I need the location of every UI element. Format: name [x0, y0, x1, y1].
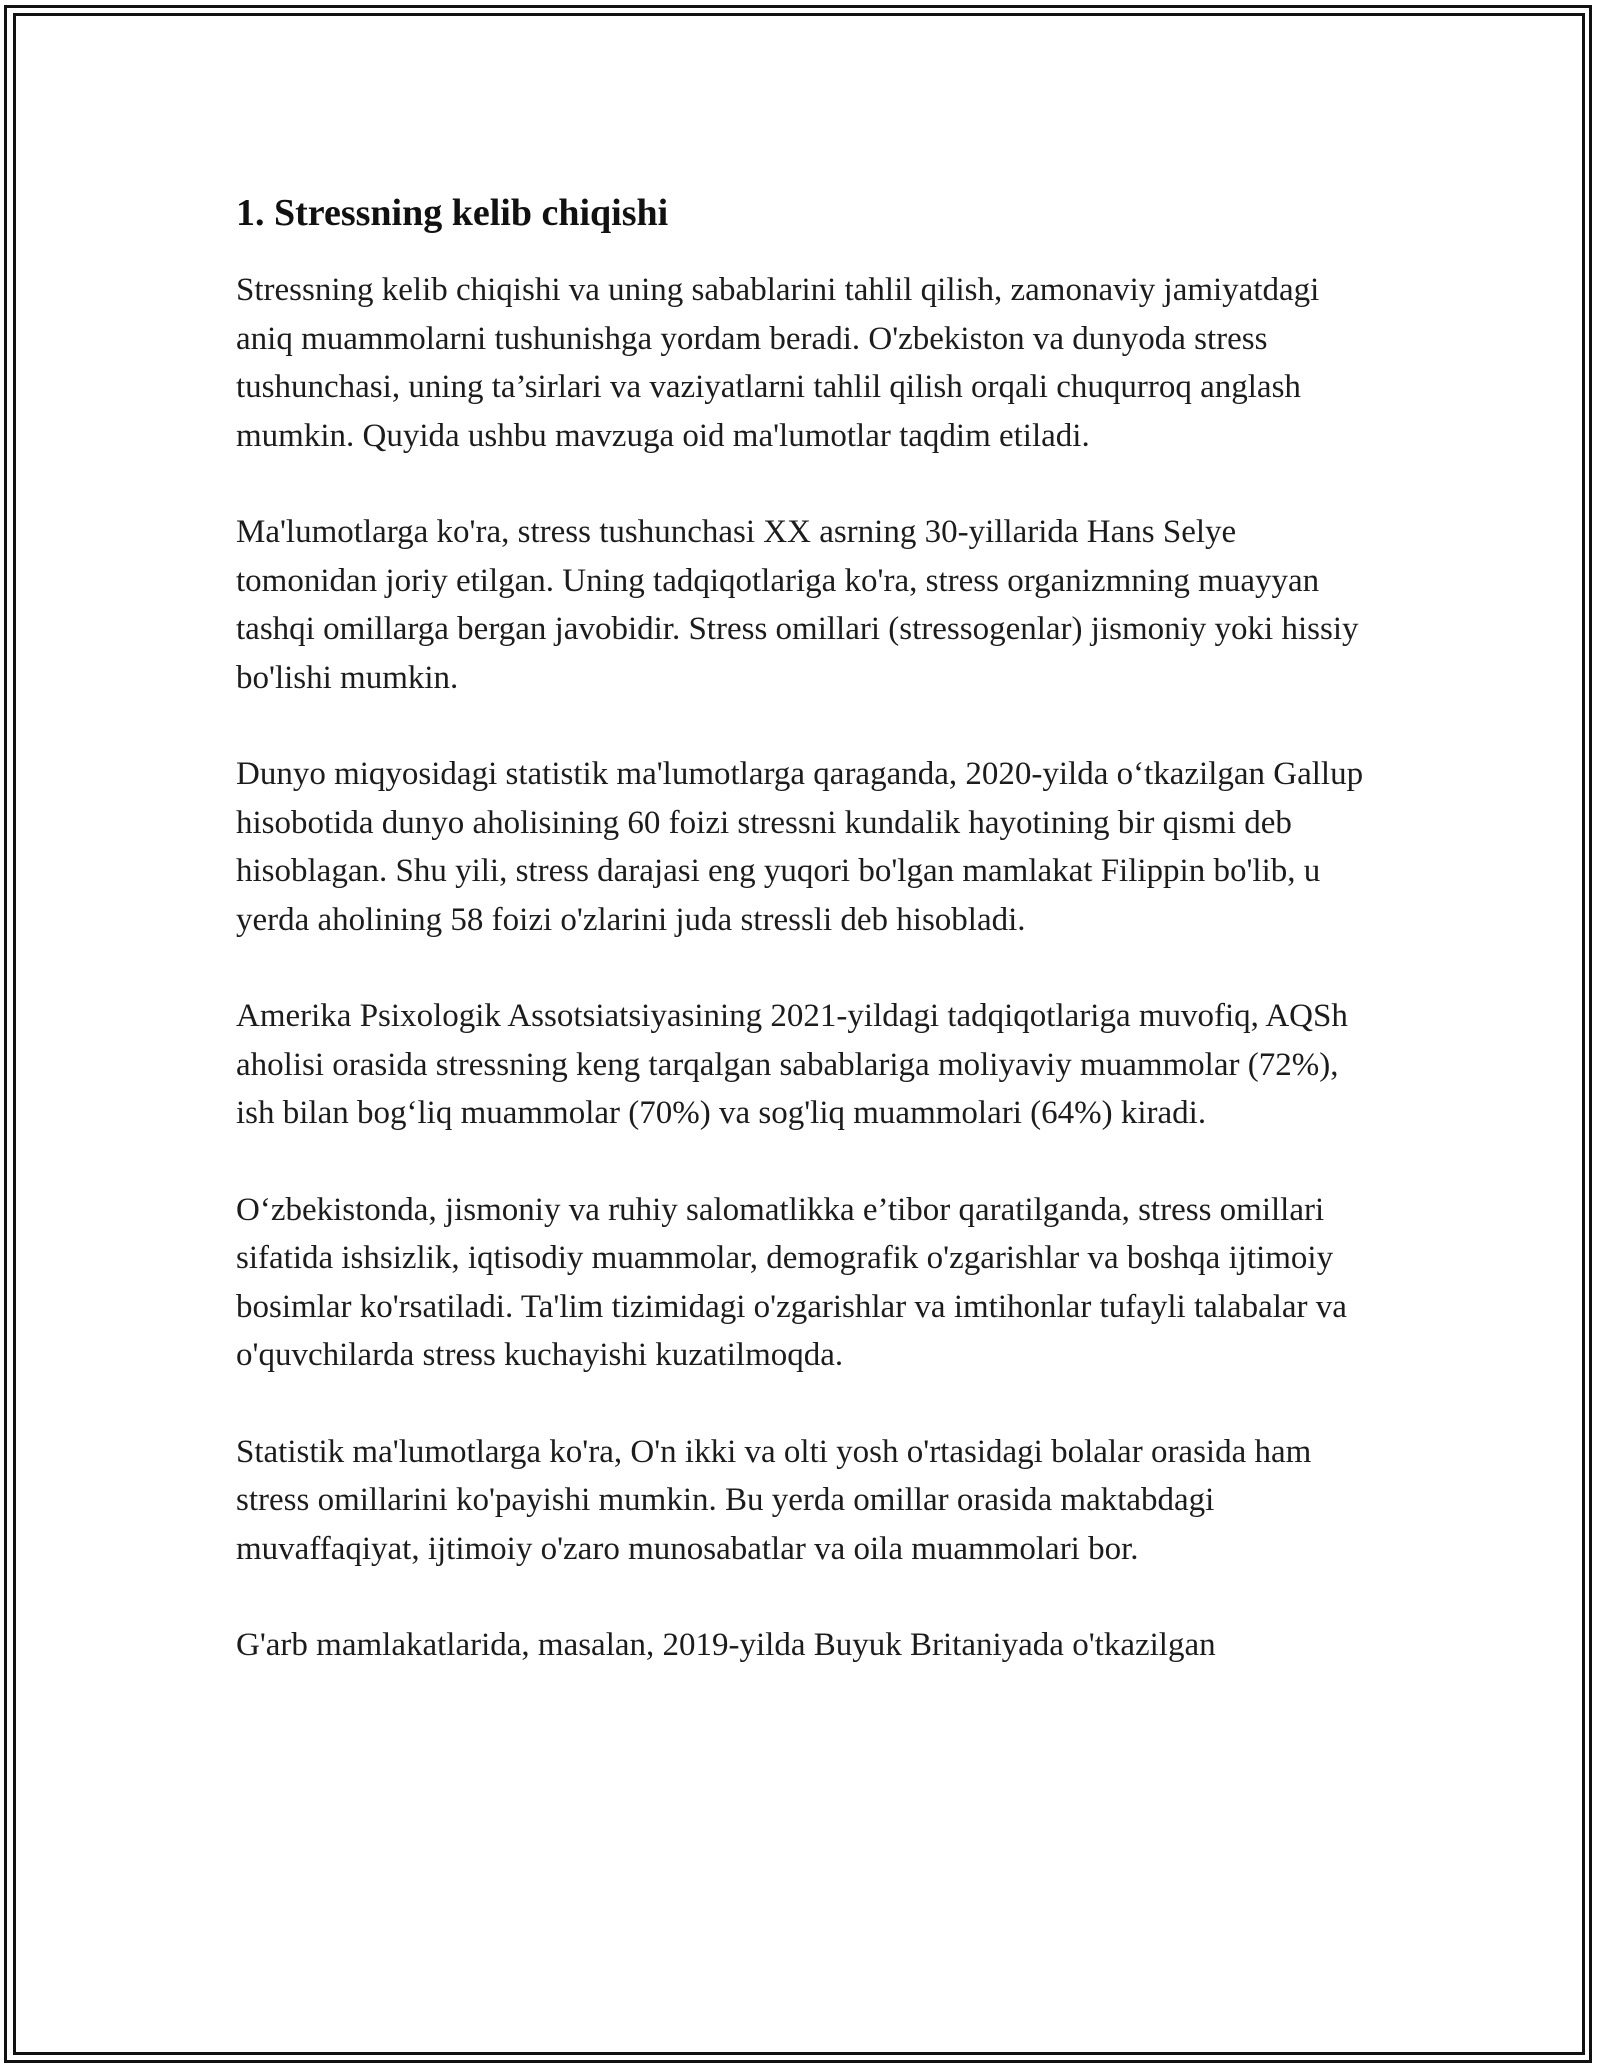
section-heading: 1. Stressning kelib chiqishi	[236, 192, 669, 234]
paragraph-western: G'arb mamlakatlarida, masalan, 2019-yilda Buyuk Britaniyada o'tkazilgan	[236, 1627, 1216, 1663]
paragraph-apa: Amerika Psixologik Assotsiatsiyasining 2021-yildagi tadqiqotlariga muvofiq, AQSh aholisi orasida stressning keng tarqalgan sabablariga moliyaviy muammolar (72%), ish bilan bog‘liq muammolar (70%) va sog'liq muammolari (64%) kiradi.	[236, 998, 1348, 1131]
paragraph-uzbekistan: O‘zbekistonda, jismoniy va ruhiy salomatlikka e’tibor qaratilganda, stress omillari sifatida ishsizlik, iqtisodiy muammolar, demografik o'zgarishlar va boshqa ijtimoiy bosimlar ko'rsatiladi. Ta'lim tizimidagi o'zgarishlar va imtihonlar tufayli talabalar va o'quvchilarda stress kuchayishi kuzatilmoqda.	[236, 1191, 1347, 1373]
paragraph-children: Statistik ma'lumotlarga ko'ra, O'n ikki va olti yosh o'rtasidagi bolalar orasida ham stress omillarini ko'payishi mumkin. Bu yerda omillar orasida maktabdagi muvaffaqiyat, ijtimoiy o'zaro munosabatlar va oila muammolari bor.	[236, 1433, 1312, 1567]
paragraph-selye: Ma'lumotlarga ko'ra, stress tushunchasi XX asrning 30-yillarida Hans Selye tomonidan joriy etilgan. Uning tadqiqotlariga ko'ra, stress organizmning muayyan tashqi omillarga bergan javobidir. Stress omillari (stressogenlar) jismoniy yoki hissiy bo'lishi mumkin.	[236, 514, 1359, 696]
paragraph-gallup: Dunyo miqyosidagi statistik ma'lumotlarga qaraganda, 2020-yilda o‘tkazilgan Gallup hisobotida dunyo aholisining 60 foizi stressni kundalik hayotining bir qismi deb hisoblagan. Shu yili, stress darajasi eng yuqori bo'lgan mamlakat Filippin bo'lib, u yerda aholining 58 foizi o'zlarini juda stressli deb hisobladi.	[236, 756, 1364, 938]
document-body	[236, 188, 1376, 1718]
paragraph-intro: Stressning kelib chiqishi va uning sabablarini tahlil qilish, zamonaviy jamiyatdagi aniq muammolarni tushunishga yordam beradi. O'zbekiston va dunyoda stress tushunchasi, uning ta’sirlari va vaziyatlarni tahlil qilish orqali chuqurroq anglash mumkin. Quyida ushbu mavzuga oid ma'lumotlar taqdim etiladi.	[236, 272, 1320, 454]
